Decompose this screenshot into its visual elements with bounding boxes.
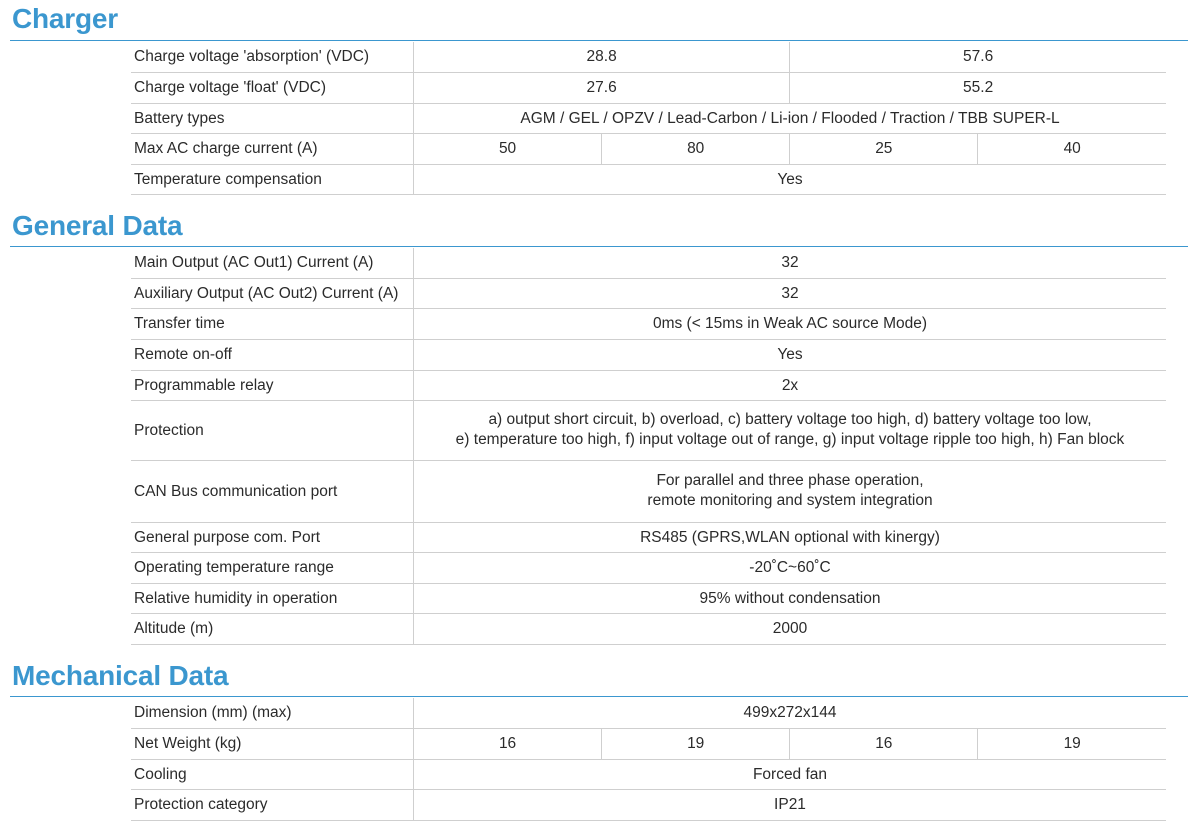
table-row <box>131 698 1166 728</box>
row-value: 27.6 <box>414 72 790 103</box>
row-label: Temperature compensation <box>131 164 414 194</box>
row-value: 55.2 <box>790 72 1166 103</box>
row-value-multiline <box>414 400 1167 460</box>
row-label: Charge voltage 'absorption' (VDC) <box>131 42 414 72</box>
mechanical-section-title: Mechanical Data <box>12 660 229 691</box>
charger-spec-table <box>131 42 1166 195</box>
row-value: 32 <box>414 278 1167 308</box>
value-line: e) temperature too high, f) input voltage out of range, g) input voltage ripple too high, h) Fan block <box>455 431 1125 448</box>
general-section-rule <box>10 246 1188 247</box>
row-value: 16 <box>414 728 602 759</box>
row-value: 19 <box>978 728 1166 759</box>
table-row <box>131 164 1166 194</box>
table-row <box>131 552 1166 583</box>
table-row <box>131 613 1166 644</box>
row-value: Forced fan <box>414 759 1167 789</box>
row-value: RS485 (GPRS,WLAN optional with kinergy) <box>414 522 1167 552</box>
row-value: 40 <box>978 133 1166 164</box>
row-value: 80 <box>602 133 790 164</box>
row-label: Max AC charge current (A) <box>131 133 414 164</box>
row-label: Altitude (m) <box>131 613 414 644</box>
table-row <box>131 133 1166 164</box>
row-label: Cooling <box>131 759 414 789</box>
row-label: Operating temperature range <box>131 552 414 583</box>
row-value-multiline <box>414 460 1167 522</box>
table-row <box>131 728 1166 759</box>
row-value: 50 <box>414 133 602 164</box>
table-row <box>131 278 1166 308</box>
row-label: General purpose com. Port <box>131 522 414 552</box>
row-label: Protection category <box>131 789 414 820</box>
row-label: Battery types <box>131 103 414 133</box>
charger-section-title: Charger <box>12 3 118 34</box>
table-row <box>131 339 1166 370</box>
row-label: CAN Bus communication port <box>131 460 414 522</box>
row-value: 499x272x144 <box>414 698 1167 728</box>
row-value: AGM / GEL / OPZV / Lead-Carbon / Li-ion / Flooded / Traction / TBB SUPER-L <box>414 103 1167 133</box>
table-row <box>131 759 1166 789</box>
row-label: Protection <box>131 400 414 460</box>
row-label: Programmable relay <box>131 370 414 400</box>
row-label: Auxiliary Output (AC Out2) Current (A) <box>131 278 414 308</box>
row-label: Dimension (mm) (max) <box>131 698 414 728</box>
row-value: 28.8 <box>414 42 790 72</box>
mechanical-spec-table <box>131 698 1166 821</box>
table-row <box>131 370 1166 400</box>
value-line: a) output short circuit, b) overload, c) battery voltage too high, d) battery voltage too low, <box>488 411 1092 428</box>
table-row <box>131 42 1166 72</box>
row-value: 32 <box>414 248 1167 278</box>
value-line: For parallel and three phase operation, <box>656 472 924 489</box>
row-value: 95% without condensation <box>414 583 1167 613</box>
mechanical-section-rule <box>10 696 1188 697</box>
row-label: Charge voltage 'float' (VDC) <box>131 72 414 103</box>
row-label: Transfer time <box>131 308 414 339</box>
table-row <box>131 103 1166 133</box>
table-row <box>131 460 1166 522</box>
row-value: Yes <box>414 339 1167 370</box>
row-label: Net Weight (kg) <box>131 728 414 759</box>
row-label: Relative humidity in operation <box>131 583 414 613</box>
row-value: 19 <box>602 728 790 759</box>
table-row <box>131 400 1166 460</box>
table-row <box>131 248 1166 278</box>
row-value: 16 <box>790 728 978 759</box>
table-row <box>131 308 1166 339</box>
table-row <box>131 522 1166 552</box>
row-value: 2000 <box>414 613 1167 644</box>
charger-section-rule <box>10 40 1188 41</box>
row-value: 2x <box>414 370 1167 400</box>
row-value: 57.6 <box>790 42 1166 72</box>
table-row <box>131 583 1166 613</box>
table-row <box>131 789 1166 820</box>
row-value: IP21 <box>414 789 1167 820</box>
general-section-title: General Data <box>12 210 183 241</box>
row-value: 0ms (< 15ms in Weak AC source Mode) <box>414 308 1167 339</box>
table-row <box>131 72 1166 103</box>
row-label: Remote on-off <box>131 339 414 370</box>
value-line: remote monitoring and system integration <box>647 492 933 509</box>
row-value: -20˚C~60˚C <box>414 552 1167 583</box>
row-value: Yes <box>414 164 1167 194</box>
row-label: Main Output (AC Out1) Current (A) <box>131 248 414 278</box>
row-value: 25 <box>790 133 978 164</box>
general-spec-table <box>131 248 1166 645</box>
